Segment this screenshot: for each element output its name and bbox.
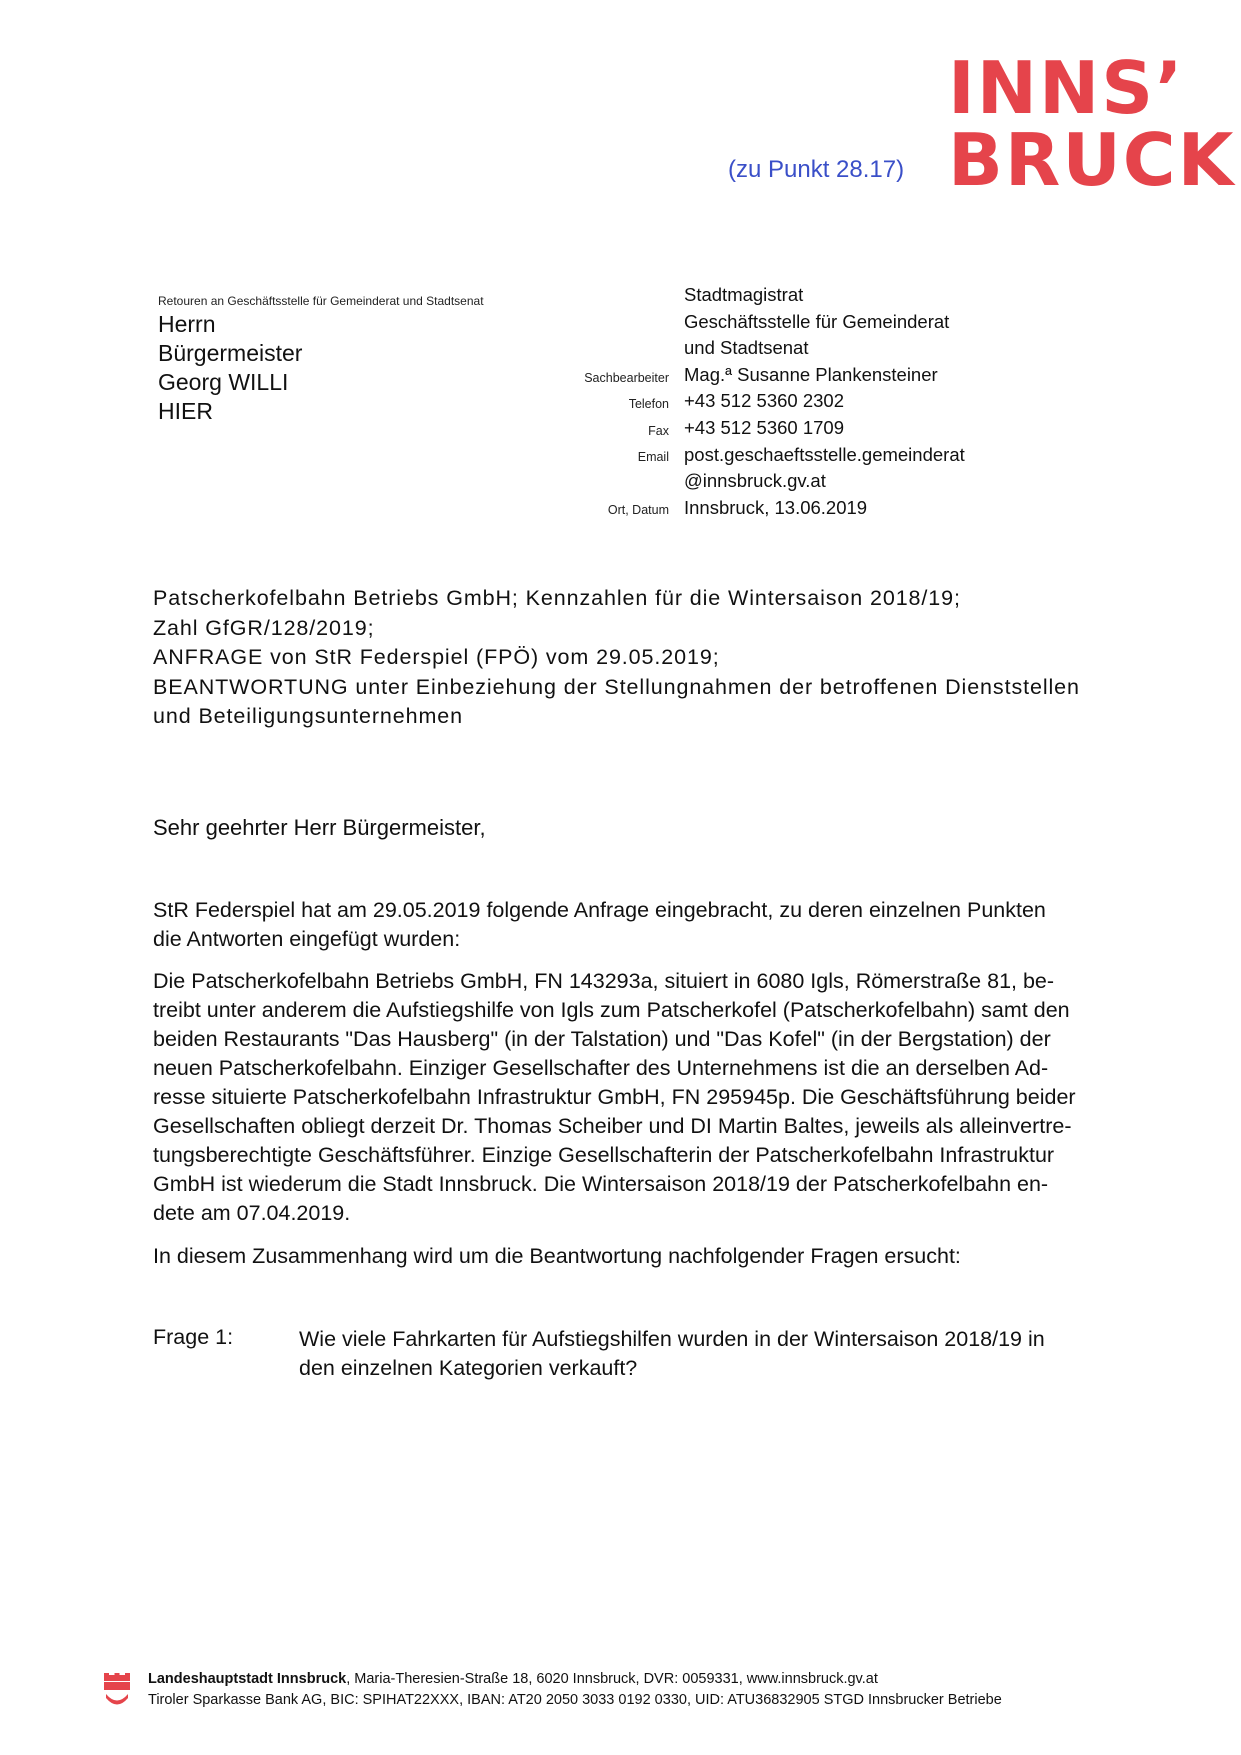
subject-line: Patscherkofelbahn Betriebs GmbH; Kennzahlen für die Wintersaison 2018/19; — [153, 586, 961, 610]
footer-line-1 — [148, 1669, 1002, 1690]
paragraph-line: GmbH ist wiederum die Stadt Innsbruck. Die Wintersaison 2018/19 der Patscherkofelbahn en- — [153, 1172, 1049, 1196]
addressee-line: Herrn — [158, 311, 216, 337]
footer-address: , Maria-Theresien-Straße 18, 6020 Innsbruck, DVR: 0059331, www.innsbruck.gv.at — [346, 1671, 878, 1687]
sender-line: Stadtmagistrat — [684, 284, 804, 305]
paragraph-line: tungsberechtigte Geschäftsführer. Einzige Gesellschafterin der Patscherkofelbahn Infrastruktur — [153, 1143, 1055, 1167]
addressee-line: Georg WILLI — [158, 369, 289, 395]
paragraph-line: Gesellschaften obliegt derzeit Dr. Thomas Scheiber und DI Martin Baltes, jeweils als alleinvertre- — [153, 1114, 1072, 1138]
city-coat-of-arms-icon — [104, 1673, 130, 1709]
sender-line: Geschäftsstelle für Gemeinderat — [684, 310, 950, 332]
addressee-line: Bürgermeister — [158, 340, 303, 366]
salutation: Sehr geehrter Herr Bürgermeister, — [153, 815, 486, 840]
question-label: Frage 1: — [153, 1325, 234, 1349]
label-fax: Fax — [648, 423, 669, 438]
label-phone: Telefon — [628, 397, 669, 412]
letter-footer — [148, 1669, 1002, 1711]
question-text — [299, 1325, 1045, 1383]
clerk-name: Mag.ª Susanne Plankensteiner — [684, 363, 938, 385]
paragraph-line: treibt unter anderem die Aufstiegshilfe von Igls zum Patscherkofel (Patscherkofelbahn) samt den — [153, 998, 1070, 1022]
paragraph-line: StR Federspiel hat am 29.05.2019 folgende Anfrage eingebracht, zu deren einzelnen Punkten — [153, 898, 1046, 922]
label-clerk: Sachbearbeiter — [584, 371, 669, 385]
paragraph-line: dete am 07.04.2019. — [153, 1201, 351, 1225]
agenda-reference: (zu Punkt 28.17) — [728, 156, 905, 183]
addressee-block — [158, 310, 302, 426]
return-address-line: Retouren an Geschäftsstelle für Gemeinderat und Stadtsenat — [158, 294, 484, 308]
paragraph-line: die Antworten eingefügt wurden: — [153, 927, 461, 951]
question-line: den einzelnen Kategorien verkauft? — [299, 1356, 638, 1380]
paragraph-intro — [153, 896, 1143, 954]
label-place-date: Ort, Datum — [607, 502, 669, 517]
subject-line: und Beteiligungsunternehmen — [153, 704, 463, 728]
place-date: Innsbruck, 13.06.2019 — [684, 496, 868, 518]
sender-info-values — [684, 282, 965, 521]
subject-line: BEANTWORTUNG unter Einbeziehung der Stellungnahmen der betroffenen Dienststellen — [153, 674, 1080, 699]
email-line-1[interactable]: post.geschaeftsstelle.gemeinderat — [684, 443, 965, 465]
innsbruck-logo — [948, 46, 1236, 202]
paragraph-line: Die Patscherkofelbahn Betriebs GmbH, FN 143293a, situiert in 6080 Igls, Römerstraße 81, be- — [153, 969, 1055, 993]
logo-line-2: BRUCK — [948, 118, 1236, 202]
subject-line: Zahl GfGR/128/2019; — [153, 615, 375, 640]
label-email: Email — [637, 450, 669, 465]
fax-number: +43 512 5360 1709 — [684, 416, 844, 438]
addressee-line: HIER — [158, 398, 213, 424]
footer-org: Landeshauptstadt Innsbruck — [148, 1671, 347, 1687]
footer-line-2: Tiroler Sparkasse Bank AG, BIC: SPIHAT22XXX, IBAN: AT20 2050 3033 0192 0330, UID: ATU36832905 STGD Innsbrucker Betriebe — [148, 1692, 1002, 1708]
paragraph-background — [153, 967, 1143, 1228]
paragraph-line: resse situierte Patscherkofelbahn Infrastruktur GmbH, FN 295945p. Die Geschäftsführung beider — [153, 1085, 1076, 1109]
sender-line: und Stadtsenat — [684, 337, 809, 359]
email-line-2[interactable]: @innsbruck.gv.at — [684, 470, 826, 492]
sender-info-labels — [584, 365, 669, 523]
subject-block — [153, 584, 1133, 732]
paragraph-request: In diesem Zusammenhang wird um die Beantwortung nachfolgender Fragen ersucht: — [153, 1244, 961, 1268]
logo-line-1: INNS’ — [948, 46, 1185, 130]
question-line: Wie viele Fahrkarten für Aufstiegshilfen wurden in der Wintersaison 2018/19 in — [299, 1327, 1045, 1351]
paragraph-line: beiden Restaurants "Das Hausberg" (in der Talstation) und "Das Kofel" (in der Bergstation) der — [153, 1027, 1051, 1051]
phone-number: +43 512 5360 2302 — [684, 390, 844, 412]
subject-line: ANFRAGE von StR Federspiel (FPÖ) vom 29.05.2019; — [153, 645, 720, 669]
paragraph-line: neuen Patscherkofelbahn. Einziger Gesellschafter des Unternehmens ist die an derselben Ad- — [153, 1056, 1049, 1080]
